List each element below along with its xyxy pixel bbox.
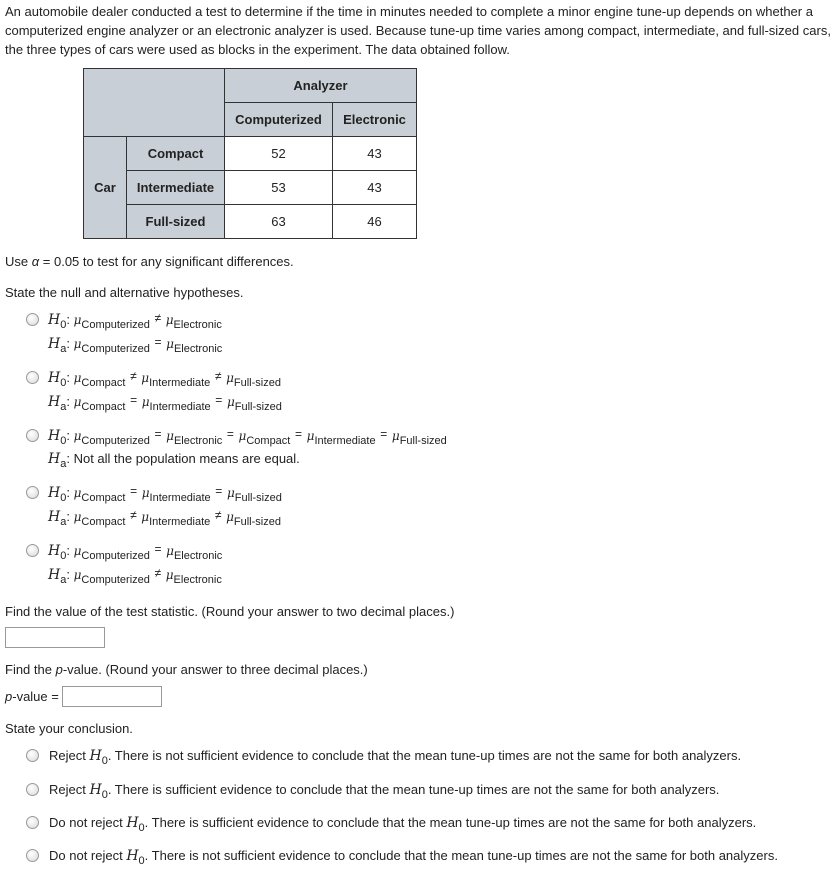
h0-line: $H_0$: $\mu_{Computerized} \ne \mu_{Electronic}$ <box>48 311 222 331</box>
alpha-symbol: α <box>31 254 40 269</box>
car-header: Car <box>84 137 127 239</box>
test-statistic-prompt: Find the value of the test statistic. (Round your answer to two decimal places.) <box>5 604 455 619</box>
data-table <box>83 68 417 239</box>
p-value-label: p-value = <box>5 689 59 704</box>
alpha-instruction: Use α = 0.05 to test for any significant differences. <box>5 254 294 269</box>
p-value-prompt: Find the p-value. (Round your answer to three decimal places.) <box>5 662 368 677</box>
conclusion-prompt: State your conclusion. <box>5 721 133 736</box>
analyzer-header: Analyzer <box>225 69 417 103</box>
test-statistic-input[interactable] <box>5 627 105 648</box>
hypotheses-prompt: State the null and alternative hypotheses. <box>5 285 244 300</box>
cell-compact-electronic: 43 <box>333 137 417 171</box>
p-value-input[interactable] <box>62 686 162 707</box>
radio-button[interactable] <box>26 816 39 829</box>
cell-compact-computerized: 52 <box>225 137 333 171</box>
row-header-full-sized: Full-sized <box>127 205 225 239</box>
radio-button[interactable] <box>26 313 39 326</box>
corner-cell <box>84 69 225 137</box>
problem-intro: An automobile dealer conducted a test to determine if the time in minutes needed to complete a minor engine tune-up depends on whether a computerized engine analyzer or an electronic analyzer is used. Because tune-up time varies among compact, intermediate, and full-sized cars, the three types of cars were used as blocks in the experiment. The data obtained follow. <box>5 4 831 57</box>
row-header-intermediate: Intermediate <box>127 171 225 205</box>
h0-line: $H_0$: $\mu_{Computerized} = \mu_{Electronic} = \mu_{Compact} = \mu_{Intermediate} = \mu_{Full-sized}$ <box>48 427 447 447</box>
col-header-electronic: Electronic <box>333 103 417 137</box>
ha-line: $H_a$: Not all the population means are equal. <box>48 451 300 470</box>
h0-line: $H_0$: $\mu_{Compact} = \mu_{Intermediate} = \mu_{Full-sized}$ <box>48 484 282 504</box>
ha-line: $H_a$: $\mu_{Compact} \ne \mu_{Intermediate} \ne \mu_{Full-sized}$ <box>48 508 281 528</box>
radio-button[interactable] <box>26 749 39 762</box>
conclusion-text: Reject $H_0$. There is sufficient evidence to conclude that the mean tune-up times are not the same for both analyzers. <box>49 782 720 801</box>
col-header-computerized: Computerized <box>225 103 333 137</box>
conclusion-text: Do not reject $H_0$. There is sufficient evidence to conclude that the mean tune-up times are not the same for both analyzers. <box>49 815 757 834</box>
ha-line: $H_a$: $\mu_{Compact} = \mu_{Intermediate} = \mu_{Full-sized}$ <box>48 393 282 413</box>
conclusion-text: Reject $H_0$. There is not sufficient evidence to conclude that the mean tune-up times are not the same for both analyzers. <box>49 748 742 767</box>
conclusion-text: Do not reject $H_0$. There is not sufficient evidence to conclude that the mean tune-up times are not the same for both analyzers. <box>49 848 778 867</box>
radio-button[interactable] <box>26 429 39 442</box>
h0-line: $H_0$: $\mu_{Compact} \ne \mu_{Intermediate} \ne \mu_{Full-sized}$ <box>48 369 281 389</box>
radio-button[interactable] <box>26 544 39 557</box>
cell-intermediate-electronic: 43 <box>333 171 417 205</box>
cell-full-sized-electronic: 46 <box>333 205 417 239</box>
ha-line: $H_a$: $\mu_{Computerized} = \mu_{Electronic}$ <box>48 335 223 355</box>
radio-button[interactable] <box>26 849 39 862</box>
radio-button[interactable] <box>26 371 39 384</box>
radio-button[interactable] <box>26 783 39 796</box>
cell-intermediate-computerized: 53 <box>225 171 333 205</box>
radio-button[interactable] <box>26 486 39 499</box>
cell-full-sized-computerized: 63 <box>225 205 333 239</box>
ha-line: $H_a$: $\mu_{Computerized} \ne \mu_{Electronic}$ <box>48 566 222 586</box>
h0-line: $H_0$: $\mu_{Computerized} = \mu_{Electronic}$ <box>48 542 223 562</box>
row-header-compact: Compact <box>127 137 225 171</box>
